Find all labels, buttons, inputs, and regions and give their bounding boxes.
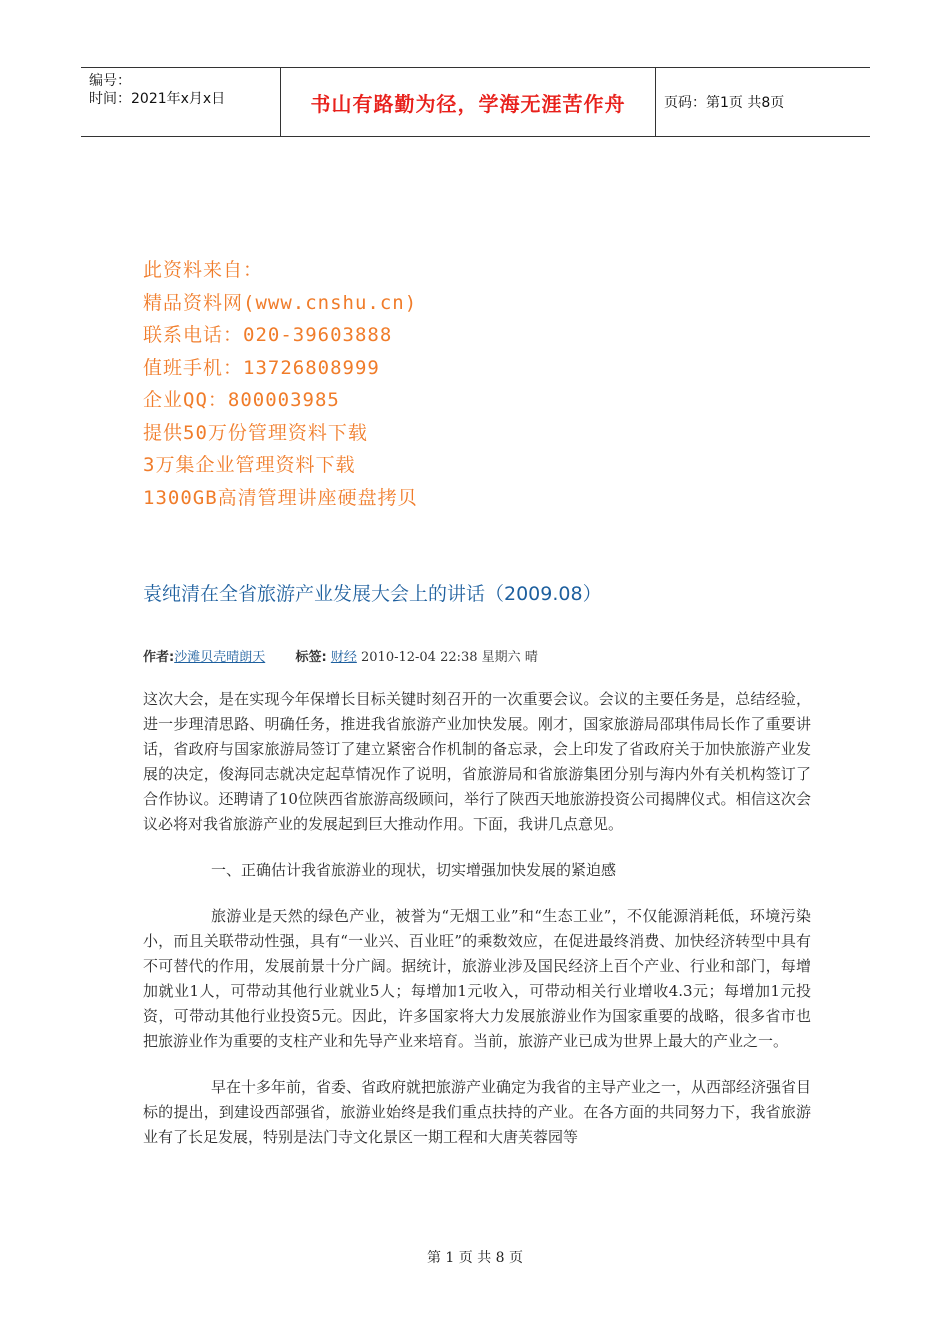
promo-line: 1300GB高清管理讲座硬盘拷贝 — [143, 486, 418, 509]
post-date: 2010-12-04 22:38 星期六 晴 — [361, 650, 538, 665]
paragraph: 这次大会，是在实现今年保增长目标关键时刻召开的一次重要会议。会议的主要任务是，总结经验，进一步理清思路、明确任务，推进我省旅游产业加快发展。刚才，国家旅游局邵琪伟局长作了重要讲话，省政府与国家旅游局签订了建立紧密合作机制的备忘录，会上印发了省政府关于加快旅游产业发展的决定，俊海同志就决定起草情况作了说明，省旅游局和省旅游集团分别与海内外有关机构签订了合作协议。还聘请了10位陕西省旅游高级顾问，举行了陕西天地旅游投资公司揭牌仪式。相信这次会议必将对我省旅游产业的发展起到巨大推动作用。下面，我讲几点意见。 — [143, 690, 811, 833]
tag-label: 标签: — [295, 650, 327, 665]
promo-line: 企业QQ：800003985 — [143, 389, 340, 411]
paragraph: 早在十多年前，省委、省政府就把旅游产业确定为我省的主导产业之一，从西部经济强省目标的提出，到建设西部强省，旅游业始终是我们重点扶持的产业。在各方面的共同努力下，我省旅游业有了长足发展，特别是法门寺文化景区一期工程和大唐芙蓉园等 — [143, 1078, 812, 1146]
page-footer: 第 1 页 共 8 页 — [426, 1250, 524, 1266]
article-body — [143, 687, 811, 1150]
promo-line: 值班手机：13726808999 — [143, 356, 380, 379]
page-header — [81, 67, 870, 137]
header-meta-cell — [81, 68, 281, 136]
promo-line: 精品资料网(www.cnshu.cn) — [143, 291, 418, 314]
doc-time-label: 时间：2021年x月x日 — [89, 91, 226, 107]
paragraph: 旅游业是天然的绿色产业，被誉为“无烟工业”和“生态工业”，不仅能源消耗低，环境污染小，而且关联带动性强，具有“一业兴、百业旺”的乘数效应，在促进最终消费、加快经济转型中具有不可替代的作用，发展前景十分广阔。据统计，旅游业涉及国民经济上百个产业、行业和部门，每增加就业1人，可带动其他行业就业5人；每增加1元收入，可带动相关行业增收4.3元；每增加1元投资，可带动其他行业投资5元。因此，许多国家将大力发展旅游业作为国家重要的战略，很多省市也把旅游业作为重要的支柱产业和先导产业来培育。当前，旅游产业已成为世界上最大的产业之一。 — [143, 907, 811, 1050]
header-page-code: 页码：第1页 共8页 — [664, 95, 785, 111]
promo-line: 联系电话：020-39603888 — [143, 324, 393, 346]
promo-line: 提供50万份管理资料下载 — [143, 421, 368, 444]
doc-number-label: 编号： — [89, 73, 131, 89]
article-title: 袁纯清在全省旅游产业发展大会上的讲话（2009.08） — [143, 583, 602, 605]
author-label: 作者: — [143, 650, 175, 665]
author-link[interactable]: 沙滩贝壳晴朗天 — [174, 650, 266, 665]
promo-line: 此资料来自： — [143, 259, 264, 281]
promo-block — [143, 254, 643, 514]
article-meta — [143, 646, 843, 665]
header-motto: 书山有路勤为径，学海无涯苦作舟 — [281, 68, 656, 136]
section-heading: 一、正确估计我省旅游业的现状，切实增强加快发展的紧迫感 — [211, 861, 617, 879]
promo-line: 3万集企业管理资料下载 — [143, 454, 356, 476]
tag-link[interactable]: 财经 — [330, 650, 357, 665]
